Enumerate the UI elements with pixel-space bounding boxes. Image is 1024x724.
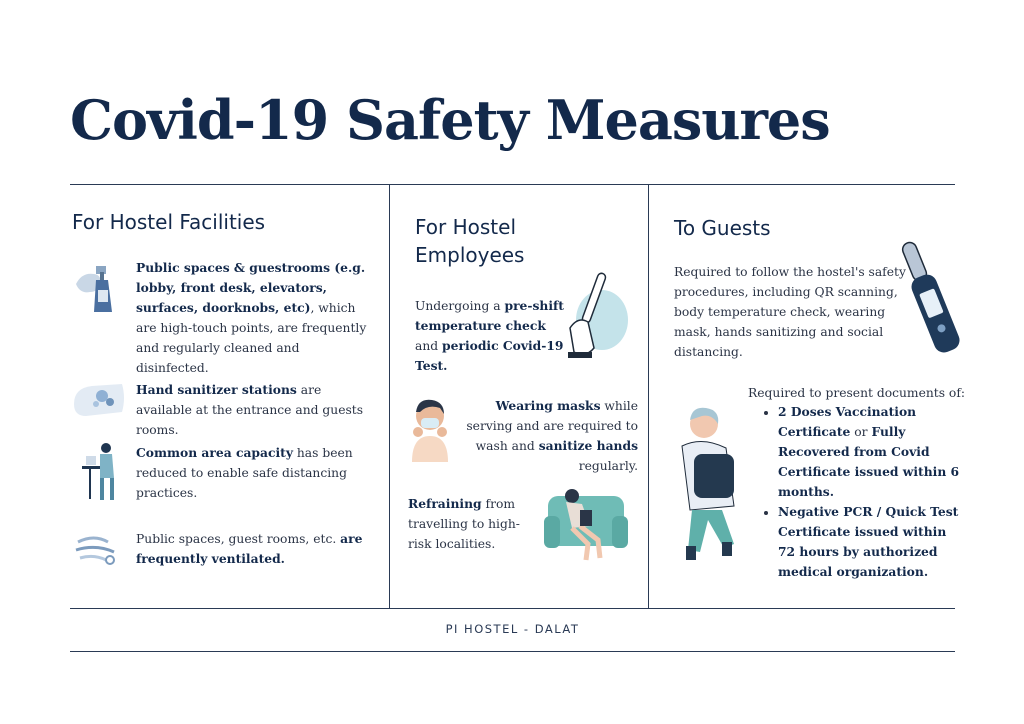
guests-docs-list — [760, 402, 960, 582]
person-at-desk-icon — [80, 440, 124, 508]
wind-icon — [74, 530, 118, 574]
footer-bottom-divider — [70, 651, 955, 652]
guests-intro: Required to follow the hostel's safety procedures, including QR scanning, body temperature check, wearing mask, hands sanitizing and social distancing. — [674, 265, 906, 359]
facility-item-2: Hand sanitizer stations are available at the entrance and guests rooms. — [136, 382, 364, 437]
footer-label: PI HOSTEL - DALAT — [445, 622, 580, 636]
page-title: Covid-19 Safety Measures — [70, 88, 830, 152]
person-on-sofa-icon — [542, 482, 630, 566]
guests-docs-intro: Required to present documents of: — [748, 386, 966, 400]
employee-item-3: Refraining from travelling to high-risk localities. — [408, 496, 520, 551]
person-on-phone-icon — [664, 402, 756, 566]
spray-bottle-icon — [72, 262, 124, 322]
employee-item-1: Undergoing a pre-shift temperature check and periodic Covid-19 Test. — [415, 298, 564, 373]
facility-item-1: Public spaces & guestrooms (e.g. lobby, front desk, elevators, surfaces, doorknobs, etc), which are high-touch points, are frequently and regularly cleaned and disinfected. — [136, 260, 367, 375]
hand-sanitizer-icon — [72, 378, 128, 426]
facilities-heading: For Hostel Facilities — [72, 210, 266, 234]
employees-heading: For Hostel Employees — [415, 215, 525, 267]
guests-heading: To Guests — [674, 216, 771, 240]
masked-person-icon — [404, 392, 456, 466]
employee-item-2: Wearing masks while serving and are required to wash and sanitize hands regularly. — [466, 398, 638, 473]
column-divider-1 — [389, 184, 390, 608]
doc-item-1: • 2 Doses Vaccination Certificate or Fully Recovered from Covid Certificate issued within 6 months. — [778, 402, 960, 502]
facility-item-3: Common area capacity has been reduced to enable safe distancing practices. — [136, 445, 353, 500]
facility-item-4: Public spaces, guest rooms, etc. are frequently ventilated. — [136, 531, 363, 566]
top-divider — [70, 184, 955, 185]
doc-item-2: • Negative PCR / Quick Test Certificate issued within 72 hours by authorized medical organization. — [778, 502, 960, 582]
column-divider-2 — [648, 184, 649, 608]
thermometer-icon — [896, 234, 966, 364]
footer-top-divider — [70, 608, 955, 609]
